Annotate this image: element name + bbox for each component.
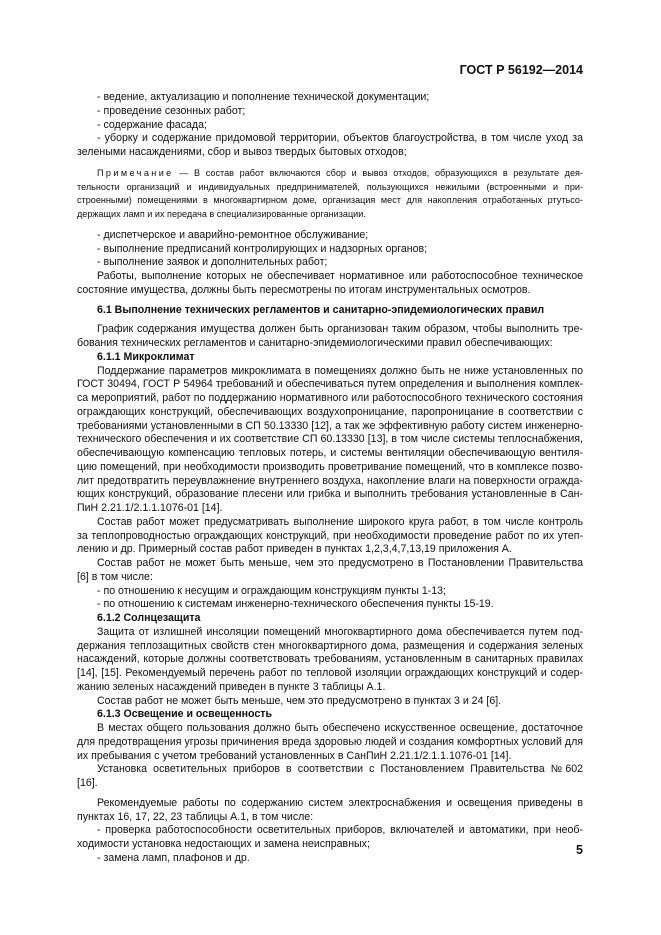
line-text: Поддержание параметров микроклимата в помещениях должно быть не ниже установленных по (97, 364, 583, 377)
line-text: их пребывания с учетом требований установленных в СанПиН 2.21.1/2.1.1.1076-01 [14]. (77, 749, 512, 762)
paragraph (77, 270, 583, 298)
line-text: В местах общего пользования должно быть обеспечено искусственное освещение, достаточное (97, 722, 583, 735)
line-text: Защита от излишней инсоляции помещений многоквартирного дома обеспечивается путем под- (97, 625, 583, 638)
line-text: [16]. (77, 777, 98, 790)
paragraph (77, 626, 583, 695)
line-text: [14], [15]. Рекомендуемый перечень работ по тепловой изоляции ограждающих конструкций и содер- (77, 667, 583, 680)
text-line (77, 304, 583, 318)
line-text: Установка осветительных приборов в соответствии с Постановлением Правительства №602 (97, 763, 583, 776)
paragraph (77, 516, 583, 557)
line-text: зелеными насаждениями, сбор и вывоз твердых бытовых отходов; (77, 146, 407, 158)
text-line (77, 447, 583, 461)
text-line (77, 420, 583, 434)
page-number: 5 (576, 843, 583, 857)
document-body (77, 91, 583, 866)
line-text: для предотвращения угрозы причинения вреда здоровью людей и создания комфортных условий для (77, 735, 583, 748)
paragraph (77, 132, 583, 160)
line-text: - выполнение заявок и дополнительных работ; (97, 256, 328, 269)
line-text: — В состав работ включаются сбор и вывоз отходов, образующихся в результате дея- (173, 167, 583, 178)
line-text: 6.1.2 Солнцезащита (97, 612, 201, 625)
text-line (77, 337, 583, 351)
text-line (77, 852, 583, 866)
text-line (77, 365, 583, 379)
text-line (77, 243, 583, 257)
line-text: держания теплозащитных свойств стен многоквартирного дома, размещения и содержания зеленых (77, 639, 583, 652)
text-line (77, 270, 583, 284)
paragraph (77, 119, 583, 133)
line-text: ограждающих конструкций, обеспечивающих воздухопроницание, паропроницание в соответствии с (77, 405, 583, 418)
line-text: График содержания имущества должен быть организован таким образом, чтобы выполнить тре- (97, 323, 583, 336)
text-line (77, 392, 583, 406)
line-text: строенными) помещениями в многоквартирном доме, организация мест для накопления отработанных ртутьсо- (77, 195, 583, 206)
text-line (77, 167, 583, 181)
text-line (77, 229, 583, 243)
line-text: - содержание фасада; (97, 118, 207, 131)
line-text: требованиями установленными в СП 50.13330 [12], а так же эффективную работу систем инженерно- (77, 419, 583, 432)
paragraph (77, 824, 583, 852)
text-line (77, 378, 583, 392)
paragraph (77, 852, 583, 866)
text-line (77, 722, 583, 736)
line-text: лит предотвратить переувлажнение внутреннего воздуха, накопление влаги на поверхности огражда- (77, 474, 583, 487)
section-heading (77, 612, 583, 626)
line-text: - проведение сезонных работ; (97, 104, 246, 117)
line-text: [6] в том числе: (77, 570, 153, 583)
line-text: 6.1 Выполнение технических регламентов и санитарно-эпидемиологических правил (97, 303, 545, 316)
text-line (77, 626, 583, 640)
text-line (77, 105, 583, 119)
text-line (77, 653, 583, 667)
line-text: ПиН 2.21.1/2.1.1.1076-01 [14]. (77, 502, 223, 515)
paragraph (77, 695, 583, 709)
text-line (77, 736, 583, 750)
text-line (77, 502, 583, 516)
line-text: Состав работ не может быть меньше, чем это предусмотрено в Постановлении Правительства (97, 557, 583, 570)
text-line (77, 543, 583, 557)
line-text: обеспечивающую компенсацию тепловых потерь, и системы вентиляции обеспечивающую вентиля- (77, 447, 583, 460)
text-line (77, 181, 583, 195)
document-header-id: ГОСТ Р 56192—2014 (459, 63, 583, 77)
line-text: Работы, выполнение которых не обеспечивает нормативное или работоспособное техническое (97, 270, 583, 283)
text-line (77, 323, 583, 337)
line-text: технического обеспечения и их соответствие СП 60.13330 [13], в том числе системы теплоснабжения, (77, 433, 583, 446)
text-line (77, 433, 583, 447)
text-line (77, 824, 583, 838)
line-text: са мероприятий, работ по поддержанию нормативного или работоспособного технического состояния (77, 392, 583, 405)
line-text: цию помещений, при необходимости производить проветривание помещений, что в комплексе позво- (77, 460, 583, 473)
note-label: Примечание (97, 167, 174, 178)
line-text: ходимости установка недостающих и замена неисправных; (77, 838, 370, 851)
line-text: жанию зеленых насаждений приведен в пункте 3 таблицы А.1. (77, 680, 386, 693)
paragraph (77, 722, 583, 763)
line-text: 6.1.1 Микроклимат (97, 350, 195, 363)
text-line (77, 750, 583, 764)
line-text: ГОСТ 30494, ГОСТ Р 54964 требований и обеспечиваться путем определения и выполнения комплек- (77, 378, 583, 391)
paragraph (77, 598, 583, 612)
line-text: - замена ламп, плафонов и др. (97, 851, 250, 864)
paragraph (77, 256, 583, 270)
note-paragraph (77, 167, 583, 222)
text-line (77, 91, 583, 105)
text-line (77, 667, 583, 681)
text-line (77, 256, 583, 270)
paragraph (77, 229, 583, 243)
line-text: лению и др. Примерный состав работ приведен в пунктах 1,2,3,4,7,13,19 приложения А. (77, 543, 512, 556)
text-line (77, 585, 583, 599)
line-text: ющих конструкций, образование плесени или грибка и выполнить требования установленные в Сан- (77, 488, 583, 501)
section-heading (77, 304, 583, 318)
text-line (77, 284, 583, 298)
line-text: насаждений, которые должны соответствовать требованиям, установленным в санитарных правилах (77, 653, 583, 666)
section-heading (77, 351, 583, 365)
line-text: держащих ламп и их передача в специализированные организации. (77, 209, 366, 220)
text-line (77, 351, 583, 365)
text-line (77, 681, 583, 695)
line-text: - ведение, актуализацию и пополнение технической документации; (97, 91, 430, 103)
text-line (77, 461, 583, 475)
line-text: за теплопроводностью ограждающих конструкций, при необходимости проведение работ по их утеп- (77, 529, 583, 542)
line-text: тельности организаций и индивидуальных предпринимателей, пользующихся нежилыми (встроенными и при- (77, 181, 583, 192)
paragraph (77, 585, 583, 599)
text-line (77, 571, 583, 585)
text-line (77, 146, 583, 160)
section-heading (77, 708, 583, 722)
text-line (77, 488, 583, 502)
text-line (77, 695, 583, 709)
text-line (77, 208, 583, 222)
text-line (77, 516, 583, 530)
paragraph (77, 91, 583, 105)
paragraph (77, 365, 583, 516)
line-text: 6.1.3 Освещение и освещенность (97, 708, 272, 721)
line-text: Состав работ не может быть меньше, чем это предусмотрено в пунктах 3 и 24 [6]. (97, 694, 502, 707)
paragraph (77, 763, 583, 791)
line-text: - по отношению к несущим и ограждающим конструкциям пункты 1-13; (97, 584, 446, 597)
paragraph (77, 323, 583, 351)
text-line (77, 598, 583, 612)
text-line (77, 557, 583, 571)
text-line (77, 612, 583, 626)
line-text: состояние имущества, должны быть пересмотрены по итогам инструментальных осмотров. (77, 283, 531, 296)
line-text: Рекомендуемые работы по содержанию систем электроснабжения и освещения приведены в (97, 796, 583, 809)
line-text: Состав работ может предусматривать выполнение широкого круга работ, в том числе контроль (97, 515, 583, 528)
line-text: - диспетчерское и аварийно-ремонтное обслуживание; (97, 228, 369, 241)
line-text: - по отношению к системам инженерно-технического обеспечения пункты 15-19. (97, 598, 494, 611)
text-line (77, 777, 583, 791)
text-line (77, 119, 583, 133)
line-text: - уборку и содержание придомовой территории, объектов благоустройства, в том числе уход за (97, 132, 583, 145)
text-line (77, 530, 583, 544)
text-line (77, 475, 583, 489)
text-line (77, 811, 583, 825)
text-line (77, 194, 583, 208)
line-text: бования технических регламентов и санитарно-эпидемиологическими правил обеспечивающих: (77, 337, 553, 350)
line-text: пунктах 16, 17, 22, 23 таблицы А.1, в том числе: (77, 810, 314, 823)
paragraph (77, 557, 583, 585)
line-text: - выполнение предписаний контролирующих и надзорных органов; (97, 242, 428, 255)
text-line (77, 797, 583, 811)
text-line (77, 132, 583, 146)
text-line (77, 708, 583, 722)
line-text: - проверка работоспособности осветительных приборов, включателей и автоматики, при необ- (97, 824, 583, 837)
text-line (77, 406, 583, 420)
paragraph (77, 105, 583, 119)
paragraph (77, 243, 583, 257)
paragraph (77, 797, 583, 825)
text-line (77, 763, 583, 777)
text-line (77, 640, 583, 654)
text-line (77, 838, 583, 852)
